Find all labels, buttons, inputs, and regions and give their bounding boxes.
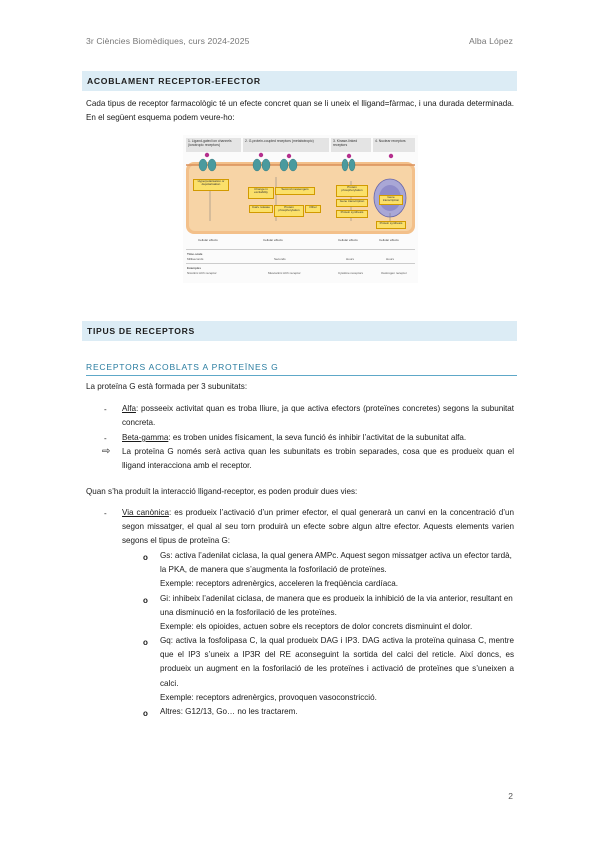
- figure-process-box: Other: [305, 205, 321, 213]
- subunit-beta-gamma-item: Beta-gamma: es troben unides físicament, la seva funció és inhibir l’activitat de la subunitat alfa.: [122, 433, 467, 442]
- figure-process-box: Gene transcription: [379, 195, 403, 205]
- figure-process-box: Protein phosphorylation: [336, 185, 368, 197]
- figure-timescale-value: Hours: [346, 257, 355, 261]
- dash-bullet: -: [104, 509, 107, 518]
- right-arrow-icon: ⇨: [102, 446, 111, 457]
- interaction-lead: Quan s’ha produït la interacció lligand-receptor, es poden produir dues vies:: [86, 487, 358, 496]
- figure-column-header: 4. Nuclear receptors: [373, 138, 415, 152]
- running-header-course: 3r Ciències Biomèdiques, curs 2024-2025: [86, 36, 250, 46]
- figure-column-header: 1. Ligand-gated ion channels (ionotropic receptors): [186, 138, 241, 152]
- figure-timescale-value: Seconds: [274, 257, 286, 261]
- figure-output-label: Cellular effects: [338, 238, 358, 242]
- figure-example-value: Muscarinic ACh receptor: [268, 271, 301, 275]
- figure-example-value: Nicotinic ACh receptor: [187, 271, 217, 275]
- running-header-author: Alba López: [468, 36, 513, 46]
- figure-process-box: Protein phosphorylation: [274, 205, 304, 217]
- circle-bullet: o: [143, 596, 148, 605]
- g-type-others: Altres: G12/13, Go… no les tractarem.: [160, 707, 298, 716]
- section-heading-coupling: ACOBLAMENT RECEPTOR-EFECTOR: [82, 71, 517, 91]
- figure-output-label: Cellular effects: [379, 238, 399, 242]
- g-type-gi: Gi: inhibeix l’adenilat ciclasa, de manera que es produeix la inhibició de la via anterior, resultant en una disminució en la fosforilació de les proteïnes. Exemple: els opioides, actuen sobre els receptors de dolor concrets disminuint el dolor.: [160, 594, 513, 632]
- receptor-effector-scheme-figure: [183, 135, 418, 283]
- circle-bullet: o: [143, 553, 148, 562]
- figure-process-box: Hyperpolarisation or depolarisation: [193, 179, 229, 191]
- g-type-gs: Gs: activa l’adenilat ciclasa, la qual genera AMPc. Aquest segon missatger activa un efector tardà, la PKA, de manera que s’augmenta la fosforilació de proteïnes. Exemple: receptors adrenèrgics, acceleren la freqüència cardíaca.: [160, 551, 512, 589]
- arrow-note: La proteïna G només serà activa quan les subunitats es trobin separades, cosa que es produeix quan el lligand interacciona amb el receptor.: [122, 447, 514, 471]
- figure-process-box: Gene transcription: [336, 199, 368, 207]
- g-type-gq: Gq: activa la fosfolipasa C, la qual produeix DAG i IP3. DAG activa la proteïna quinasa C, mentre que el IP3 s’uneix a IP3R del RE aconseguint la sortida del calci del reticle. Així doncs, es produeix un augment en la fosforilació de les proteïnes i activació de proteïnes que s’uneixen a calci. Exemple: receptors adrenèrgics, provoquen vasoconstricció.: [160, 636, 514, 702]
- figure-process-box: Protein synthesis: [376, 221, 406, 229]
- figure-timescale-value: Milliseconds: [187, 257, 204, 261]
- figure-examples-row: [186, 263, 415, 284]
- term-beta-gamma: Beta-gamma: [122, 433, 169, 442]
- g-protein-lead: La proteïna G està formada per 3 subunitats:: [86, 382, 248, 391]
- subunit-alpha-item: Alfa: posseeix activitat quan es troba lliure, ja que activa efectors (proteïnes concretes) segons la subunitat concreta.: [122, 404, 514, 428]
- figure-examples-label: Examples: [187, 266, 202, 270]
- figure-column-header: 2. G-protein-coupled receptors (metabotropic): [243, 138, 329, 152]
- figure-timescale-label: Time-scale: [187, 252, 203, 256]
- figure-timescale-value: Hours: [386, 257, 395, 261]
- page-number: 2: [508, 791, 513, 801]
- figure-process-box: Change in excitability: [248, 187, 274, 199]
- canonical-pathway-item: Via canònica: es produeix l’activació d’un primer efector, el qual generarà un canvi en la concentració d’un segon missatger, el qual al seu torn produirà un efecte sobre algun altre efector. Aquests elements varien segons el tipus de proteïna G:: [122, 508, 514, 546]
- figure-process-box: Protein synthesis: [336, 210, 368, 218]
- figure-output-label: Cellular effects: [263, 238, 283, 242]
- figure-example-value: Oestrogen receptor: [381, 271, 407, 275]
- intro-paragraph: Cada tipus de receptor farmacològic té un efecte concret quan se li uneix el lligand=fàrmac, i una durada determinada. En el següent esquema podem veure-ho:: [86, 99, 514, 123]
- term-canonical: Via canònica: [122, 508, 169, 517]
- dash-bullet: -: [104, 405, 107, 414]
- term-alpha: Alfa: [122, 404, 136, 413]
- figure-output-label: Cellular effects: [198, 238, 218, 242]
- section-heading-receptor-types: TIPUS DE RECEPTORS: [82, 321, 517, 341]
- figure-column-header: 3. Kinase-linked receptors: [331, 138, 371, 152]
- circle-bullet: o: [143, 709, 148, 718]
- dash-bullet: -: [104, 434, 107, 443]
- figure-process-box: Second messengers: [275, 187, 315, 195]
- figure-process-box: Ca2+ release: [249, 205, 273, 213]
- circle-bullet: o: [143, 638, 148, 647]
- subsection-heading-g-protein: RECEPTORS ACOBLATS A PROTEÏNES G: [86, 362, 517, 376]
- figure-example-value: Cytokine receptors: [338, 271, 364, 275]
